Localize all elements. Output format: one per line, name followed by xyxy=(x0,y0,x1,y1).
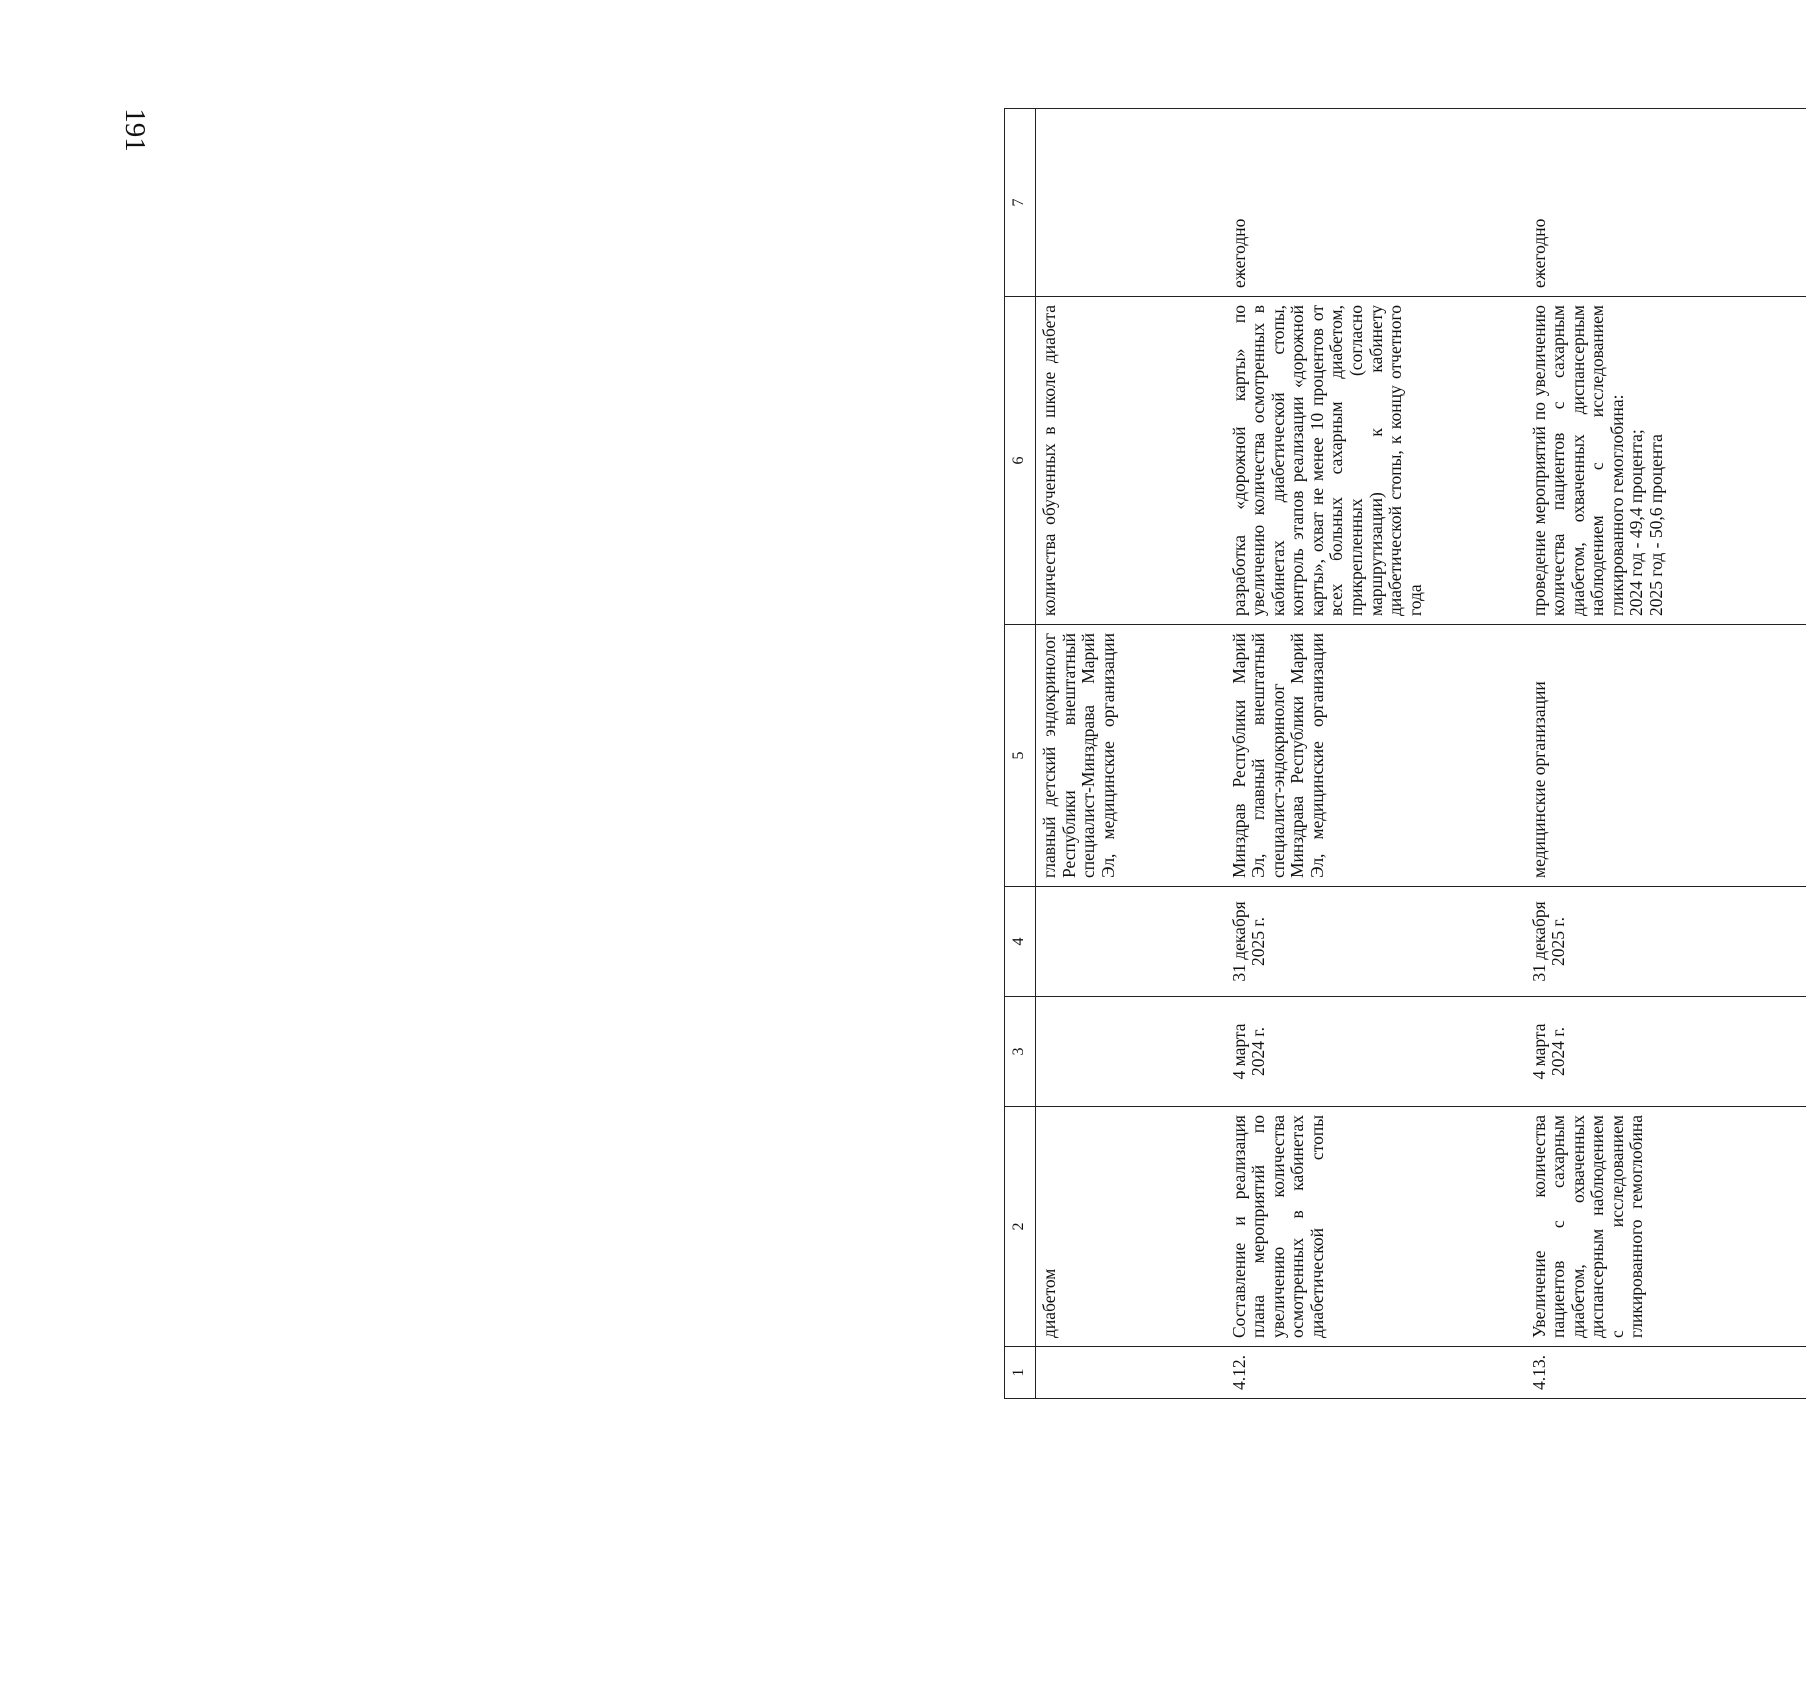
end-date: 31 декабря 2025 г. xyxy=(1526,887,1806,997)
measures-table xyxy=(1004,108,1806,1399)
end-date xyxy=(1036,887,1226,997)
column-number: 1 xyxy=(1005,1347,1036,1399)
table-row xyxy=(1226,109,1526,1399)
column-number: 6 xyxy=(1005,297,1036,625)
period xyxy=(1036,109,1226,297)
measure-name: Составление и реализация плана мероприятий по увеличению количества осмотренных в кабинетах диабетической стопы xyxy=(1226,1107,1526,1347)
row-number: 4.12. xyxy=(1226,1347,1526,1399)
table-row xyxy=(1526,109,1806,1399)
start-date: 4 марта 2024 г. xyxy=(1526,997,1806,1107)
responsible: Минздрав Республики Марий Эл, главный внештатный специалист-эндокринолог Минздрава Республики Марий Эл, медицинские организации xyxy=(1226,625,1526,887)
rotated-table-sheet xyxy=(1004,59,1804,1399)
responsible: главный детский эндокринолог Республики внештатный специалист-Минздрава Марий Эл, медицинские организации xyxy=(1036,625,1226,887)
start-date xyxy=(1036,997,1226,1107)
column-number: 3 xyxy=(1005,997,1036,1107)
column-number: 7 xyxy=(1005,109,1036,297)
expected-result: количества обученных в школе диабета xyxy=(1036,297,1226,625)
measure-name: Увеличение количества пациентов с сахарным диабетом, охваченных диспансерным наблюдением с исследованием гликированного гемоглобина xyxy=(1526,1107,1806,1347)
column-number: 5 xyxy=(1005,625,1036,887)
period: ежегодно xyxy=(1226,109,1526,297)
column-number-header xyxy=(1005,109,1036,1399)
measure-name: диабетом xyxy=(1036,1107,1226,1347)
row-number xyxy=(1036,1347,1226,1399)
expected-result: проведение мероприятий по увеличению количества пациентов с сахарным диабетом, охваченных диспансерным наблюдением с исследованием гликированного гемоглобина: 2024 год - 49,4 процента; 2025 год - 50,6 процента xyxy=(1526,297,1806,625)
period: ежегодно xyxy=(1526,109,1806,297)
responsible: медицинские организации xyxy=(1526,625,1806,887)
row-number: 4.13. xyxy=(1526,1347,1806,1399)
expected-result: разработка «дорожной карты» по увеличению количества осмотренных в кабинетах диабетической стопы, контроль этапов реализации «дорожной карты», охват не менее 10 процентов от всех больных сахарным диабетом, прикрепленных (согласно маршрутизации) к кабинету диабетической стопы, к концу отчетного года xyxy=(1226,297,1526,625)
page-number: 191 xyxy=(119,108,152,152)
table-row xyxy=(1036,109,1226,1399)
column-number: 2 xyxy=(1005,1107,1036,1347)
start-date: 4 марта 2024 г. xyxy=(1226,997,1526,1107)
end-date: 31 декабря 2025 г. xyxy=(1226,887,1526,997)
column-number: 4 xyxy=(1005,887,1036,997)
